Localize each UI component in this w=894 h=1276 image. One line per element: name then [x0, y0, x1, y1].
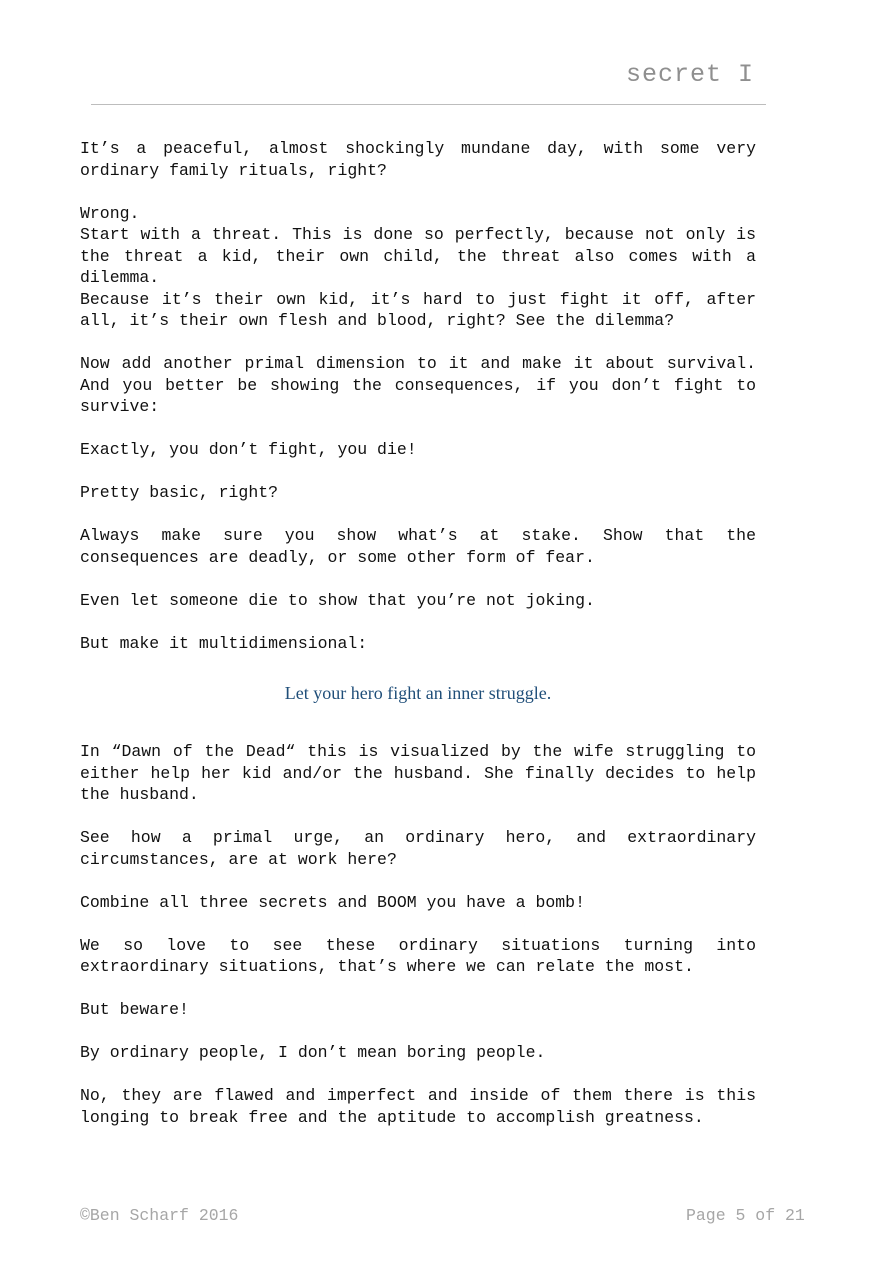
callout-quote: Let your hero fight an inner struggle.: [284, 683, 552, 703]
paragraph: Always make sure you show what’s at stake. Show that the consequences are deadly, or some other form of fear.: [80, 526, 756, 567]
paragraph: See how a primal urge, an ordinary hero, and extraordinary circumstances, are at work here?: [80, 828, 756, 869]
paragraph: Exactly, you don’t fight, you die!: [80, 440, 417, 459]
paragraph: Now add another primal dimension to it and make it about survival. And you better be showing the consequences, if you don’t fight to survive:: [80, 354, 756, 416]
header-divider: [91, 104, 766, 105]
page-header-title: secret I: [625, 60, 754, 89]
paragraph: But beware!: [80, 1000, 189, 1019]
paragraph: But make it multidimensional:: [80, 633, 368, 653]
footer-copyright: ©Ben Scharf 2016: [80, 1206, 239, 1225]
paragraph: Combine all three secrets and BOOM you have a bomb!: [80, 892, 585, 912]
paragraph: Wrong.: [80, 203, 140, 223]
paragraph: No, they are flawed and imperfect and inside of them there is this longing to break free and the aptitude to accomplish greatness.: [80, 1086, 756, 1127]
paragraph: By ordinary people, I don’t mean boring people.: [80, 1043, 546, 1062]
paragraph: It’s a peaceful, almost shockingly mundane day, with some very ordinary family rituals, right?: [80, 139, 756, 180]
paragraph: In “Dawn of the Dead“ this is visualized by the wife struggling to either help her kid and/or the husband. She finally decides to help the husband.: [80, 742, 756, 804]
paragraph: Because it’s their own kid, it’s hard to just fight it off, after all, it’s their own flesh and blood, right? See the dilemma?: [80, 289, 756, 330]
document-body: [80, 138, 756, 1128]
paragraph: Pretty basic, right?: [80, 483, 279, 502]
paragraph: Start with a threat. This is done so perfectly, because not only is the threat a kid, their own child, the threat also comes with a dilemma.: [80, 225, 756, 287]
footer-page-number: Page 5 of 21: [686, 1206, 805, 1225]
paragraph: Even let someone die to show that you’re not joking.: [80, 590, 595, 610]
paragraph: We so love to see these ordinary situations turning into extraordinary situations, that’s where we can relate the most.: [80, 935, 756, 976]
